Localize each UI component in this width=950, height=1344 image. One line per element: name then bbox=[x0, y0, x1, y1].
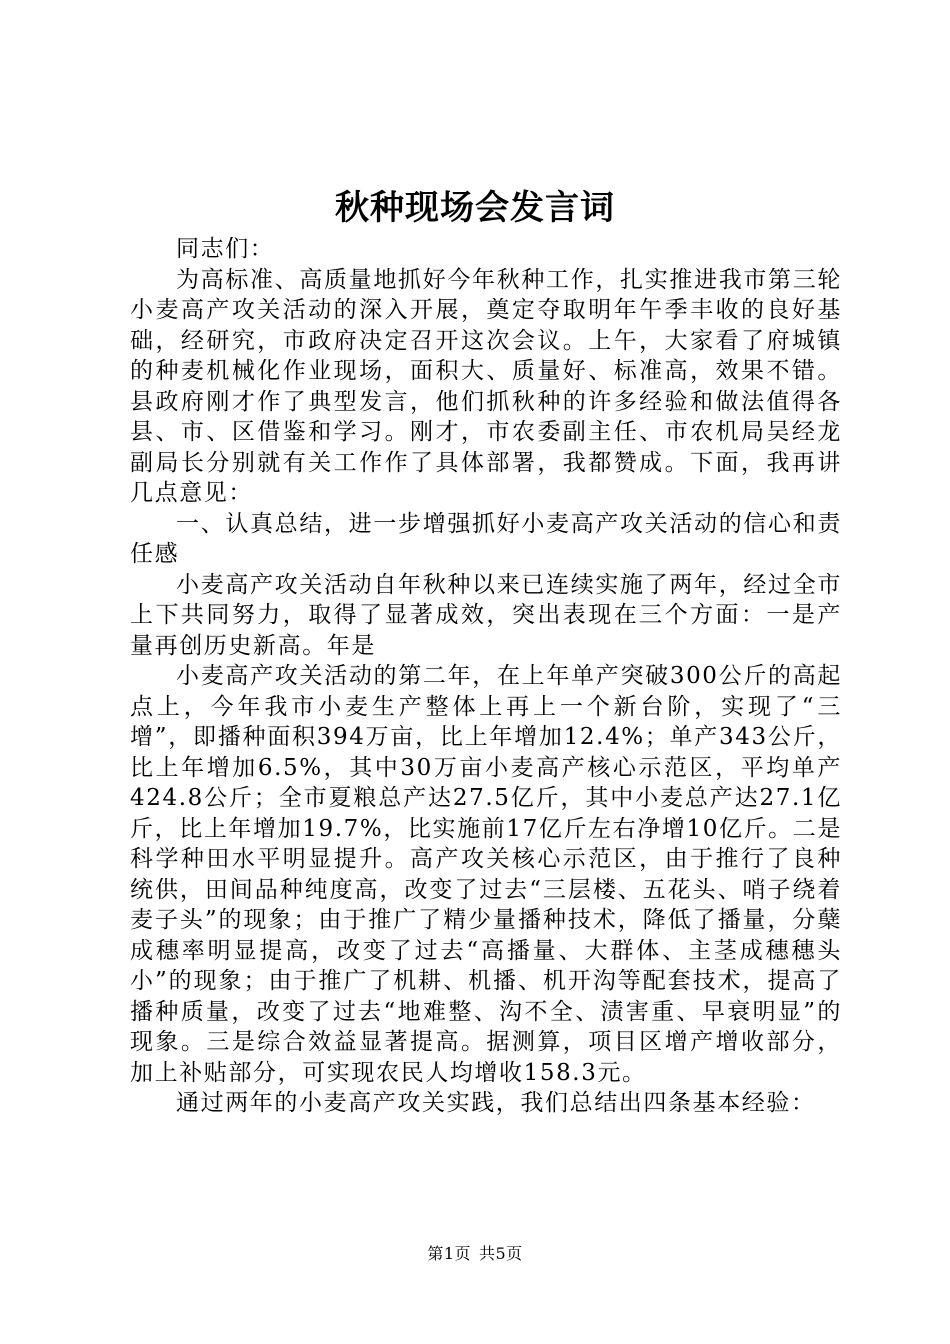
page-title: 秋种现场会发言词 bbox=[335, 188, 615, 228]
page-number: 第1页 bbox=[427, 1244, 471, 1263]
document-body bbox=[130, 234, 842, 1119]
section-heading-1: 一、认真总结，进一步增强抓好小麦高产攻关活动的信心和责任感 bbox=[130, 510, 842, 567]
paragraph-experience: 通过两年的小麦高产攻关实践，我们总结出四条基本经验： bbox=[176, 1090, 816, 1116]
paragraph-intro: 为高标准、高质量地抓好今年秋种工作，扎实推进我市第三轮小麦高产攻关活动的深入开展，奠定夺取明年午季丰收的良好基础，经研究，市政府决定召开这次会议。上午，大家看了府城镇的种麦机械化作业现场，面积大、质量好、标准高，效果不错。县政府刚才作了典型发言，他们抓秋种的许多经验和做法值得各县、市、区借鉴和学习。刚才，市农委副主任、市农机局吴经龙副局长分别就有关工作作了具体部署，我都赞成。下面，我再讲几点意见： bbox=[130, 266, 842, 506]
page-footer bbox=[0, 1242, 950, 1266]
paragraph-achievements: 小麦高产攻关活动自年秋种以来已连续实施了两年，经过全市上下共同努力，取得了显著成效，突出表现在三个方面：一是产量再创历史新高。年是 bbox=[130, 571, 842, 659]
paragraph-results: 小麦高产攻关活动的第二年，在上年单产突破300公斤的高起点上，今年我市小麦生产整体上再上一个新台阶，实现了“三增”，即播种面积394万亩，比上年增加12.4%；单产343公斤，比上年增加6.5%，其中30万亩小麦高产核心示范区，平均单产424.8公斤；全市夏粮总产达27.5亿斤，其中小麦总产达27.1亿斤，比上年增加19.7%，比实施前17亿斤左右净增10亿斤。二是科学种田水平明显提升。高产攻关核心示范区，由于推行了良种统供，田间品种纯度高，改变了过去“三层楼、五花头、哨子绕着麦子头”的现象；由于推广了精少量播种技术，降低了播量，分蘖成穗率明显提高，改变了过去“高播量、大群体、主茎成穗穗头小”的现象；由于推广了机耕、机播、机开沟等配套技术，提高了播种质量，改变了过去“地难整、沟不全、渍害重、早衰明显”的现象。三是综合效益显著提高。据测算，项目区增产增收部分，加上补贴部分，可实现农民人均增收158.3元。 bbox=[130, 663, 842, 1086]
salutation: 同志们： bbox=[176, 236, 275, 262]
page-total: 共5页 bbox=[479, 1244, 523, 1263]
